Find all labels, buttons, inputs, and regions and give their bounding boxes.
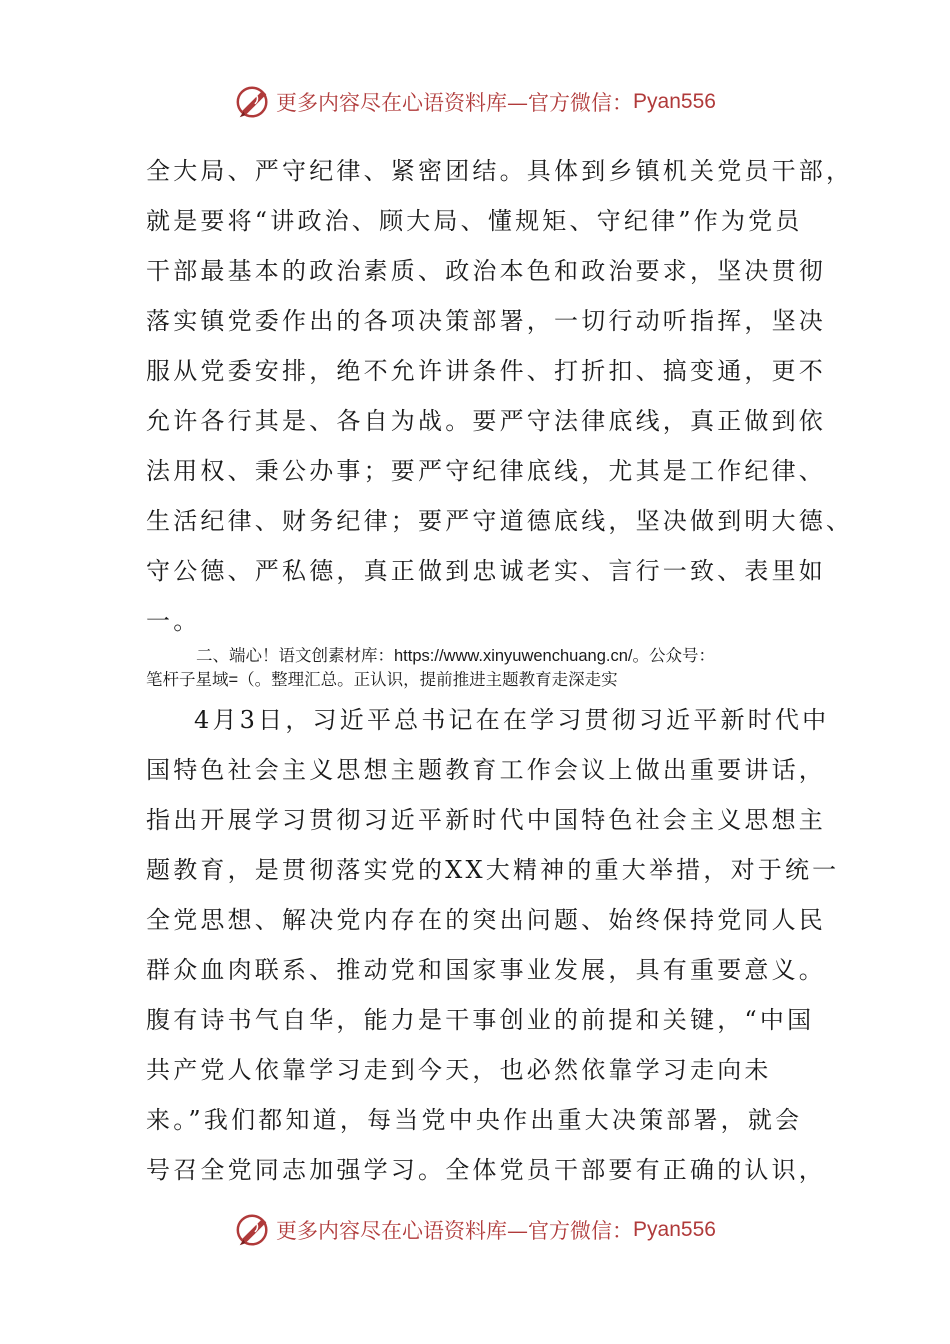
- text-line: 生活纪律、财务纪律；要严守道德底线，坚决做到明大德、: [146, 507, 854, 535]
- text-line: 腹有诗书气自华，能力是干事创业的前提和关键，“中国: [146, 1006, 815, 1034]
- heading-line: 二、端心！语文创素材库：https://www.xinyuwenchuang.cn/。公众号：: [196, 647, 715, 665]
- heading-line: 笔杆子星域=（。整理汇总。正认识，提前推进主题教育走深走实: [146, 671, 618, 689]
- text-line: 群众血肉联系、推动党和国家事业发展，具有重要意义。: [146, 956, 826, 984]
- pen-logo-icon: [234, 83, 272, 121]
- footer-watermark-banner: [0, 1208, 950, 1252]
- banner-text: 更多内容尽在心语资料库—官方微信：: [276, 91, 634, 115]
- text-line: 全党思想、解决党内存在的突出问题、始终保持党同人民: [146, 906, 826, 934]
- text-line: 来。”我们都知道，每当党中央作出重大决策部署，就会: [146, 1106, 803, 1134]
- text-line: 服从党委安排，绝不允许讲条件、打折扣、搞变通，更不: [146, 357, 826, 385]
- banner-wechat-id: Pyan556: [633, 90, 716, 113]
- text-line: 允许各行其是、各自为战。要严守法律底线，真正做到依: [146, 407, 826, 435]
- pen-logo-icon: [234, 1211, 272, 1249]
- text-line: 落实镇党委作出的各项决策部署，一切行动听指挥，坚决: [146, 307, 826, 335]
- text-line: 4月3日，习近平总书记在在学习贯彻习近平新时代中: [194, 706, 830, 734]
- text-line: 就是要将“讲政治、顾大局、懂规矩、守纪律”作为党员: [146, 207, 803, 235]
- text-line: 国特色社会主义思想主题教育工作会议上做出重要讲话，: [146, 756, 826, 784]
- text-line: 一。: [146, 607, 201, 635]
- text-line: 全大局、严守纪律、紧密团结。具体到乡镇机关党员干部，: [146, 157, 854, 185]
- text-line: 干部最基本的政治素质、政治本色和政治要求，坚决贯彻: [146, 257, 826, 285]
- banner-wechat-id: Pyan556: [633, 1218, 716, 1241]
- text-line: 指出开展学习贯彻习近平新时代中国特色社会主义思想主: [146, 806, 826, 834]
- text-line: 号召全党同志加强学习。全体党员干部要有正确的认识，: [146, 1156, 826, 1184]
- text-line: 题教育，是贯彻落实党的XX大精神的重大举措，对于统一: [146, 856, 840, 884]
- text-line: 守公德、严私德，真正做到忠诚老实、言行一致、表里如: [146, 557, 826, 585]
- header-watermark-banner: [0, 80, 950, 124]
- text-line: 法用权、秉公办事；要严守纪律底线，尤其是工作纪律、: [146, 457, 826, 485]
- banner-text: 更多内容尽在心语资料库—官方微信：: [276, 1219, 634, 1243]
- text-line: 共产党人依靠学习走到今天，也必然依靠学习走向未: [146, 1056, 772, 1084]
